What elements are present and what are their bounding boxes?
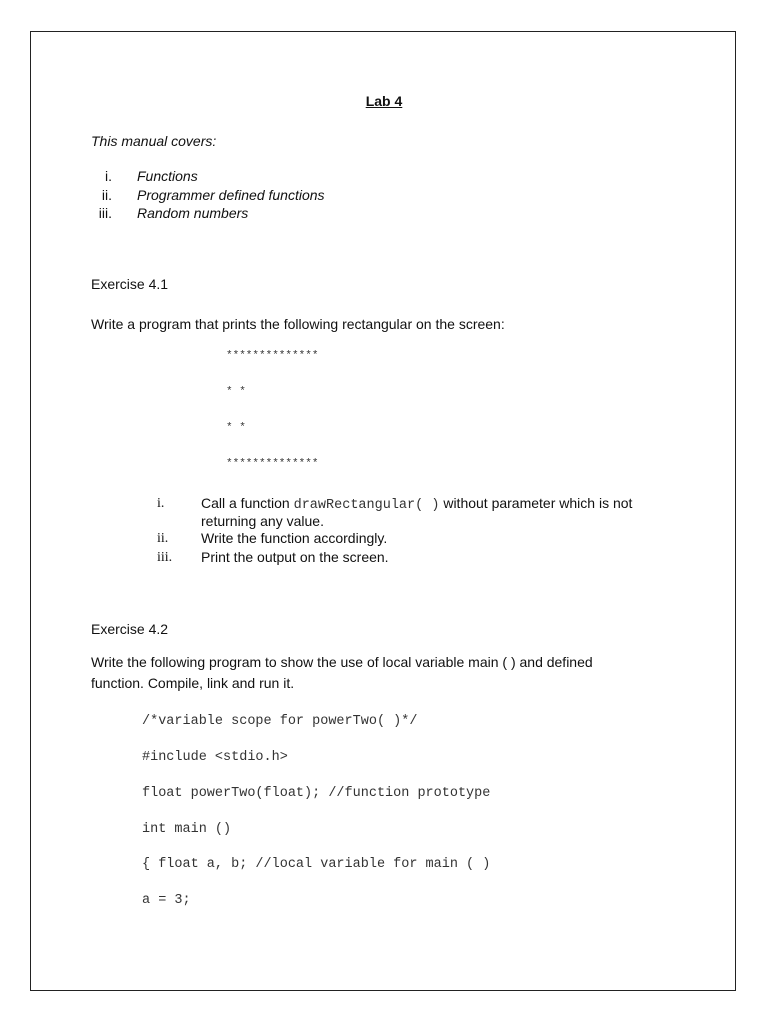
covers-num-2: ii.: [101, 187, 112, 203]
rect-line-4: **************: [226, 458, 319, 470]
code-line-2: #include <stdio.h>: [142, 750, 288, 765]
rect-line-3: * *: [226, 422, 246, 434]
ex1-step-1-pre: Call a function: [201, 495, 294, 511]
code-line-4: int main (): [142, 822, 232, 837]
ex2-instruction-2: function. Compile, link and run it.: [91, 675, 295, 691]
code-line-1: /*variable scope for powerTwo( )*/: [142, 714, 418, 729]
code-line-3: float powerTwo(float); //function prototype: [142, 786, 491, 801]
ex1-step-num-1: i.: [157, 496, 165, 511]
covers-item-2: Programmer defined functions: [137, 187, 325, 203]
ex1-step-num-2: ii.: [157, 531, 169, 546]
rect-line-1: **************: [226, 350, 319, 362]
ex1-heading: Exercise 4.1: [91, 276, 169, 292]
code-line-6: a = 3;: [142, 893, 191, 908]
ex1-step-num-3: iii.: [157, 550, 173, 565]
code-line-5: { float a, b; //local variable for main ( ): [142, 857, 491, 872]
ex1-step-2: Write the function accordingly.: [201, 530, 388, 546]
covers-num-1: i.: [105, 168, 112, 184]
covers-item-3: Random numbers: [137, 205, 249, 221]
covers-item-1: Functions: [137, 168, 198, 184]
covers-num-3: iii.: [98, 205, 112, 221]
page-title: Lab 4: [365, 93, 403, 109]
ex1-step-1-post: without parameter which is not: [439, 495, 633, 511]
ex1-step-1: [201, 495, 632, 513]
ex2-instruction-1: Write the following program to show the use of local variable main ( ) and defined: [91, 654, 593, 670]
ex1-instruction: Write a program that prints the following rectangular on the screen:: [91, 316, 505, 332]
ex1-step-3: Print the output on the screen.: [201, 549, 389, 565]
intro-text: This manual covers:: [91, 133, 217, 149]
ex1-step-1-code: drawRectangular( ): [293, 498, 440, 513]
ex2-heading: Exercise 4.2: [91, 621, 169, 637]
rect-line-2: * *: [226, 386, 246, 398]
ex1-step-1-cont: returning any value.: [201, 513, 324, 529]
